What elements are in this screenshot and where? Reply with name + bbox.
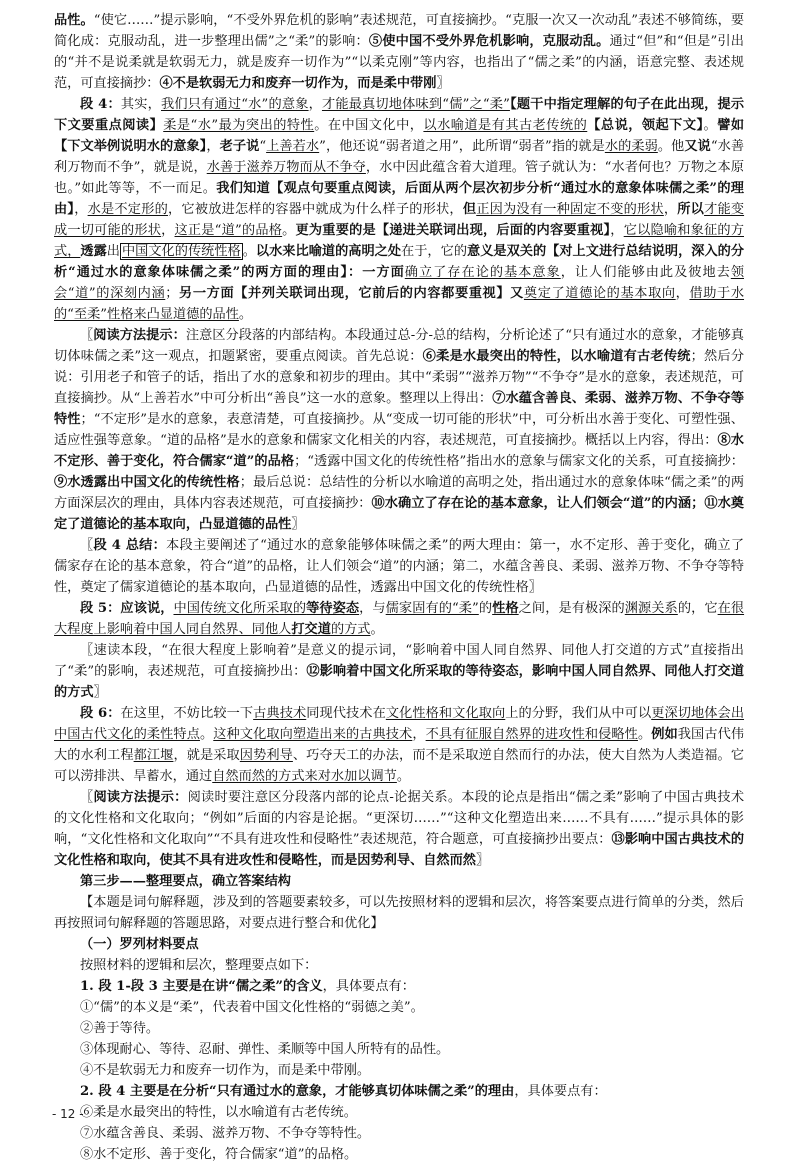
text-run: 。 <box>637 727 652 742</box>
boxed-text: 中国文化的传统性格 <box>121 244 241 259</box>
paragraph-label: 段 6： <box>80 706 121 721</box>
underlined-text: 都江堰 <box>133 748 174 763</box>
paragraph-label: 段 5：应该说， <box>80 601 174 616</box>
underlined-text: 性格 <box>492 601 519 616</box>
text-run: “ <box>259 139 267 154</box>
tip-label: 阅读方法提示： <box>93 790 188 805</box>
text-run: ，水中因此蕴含着大道理。管子就认为：“水者何也？万物之本原也。”如此等等，不一而足。 <box>54 160 745 196</box>
text-run: 的，它 <box>677 601 718 616</box>
list-item: ⑦水蕴含善良、柔弱、滋养万物、不争夺等特性。 <box>80 1126 371 1141</box>
text-run: ，与 <box>359 601 386 616</box>
paragraph-5 <box>54 598 744 640</box>
underlined-text: 儒家固有的“柔” <box>385 601 479 616</box>
page-content <box>54 10 744 1165</box>
text-run: 2. 段 4 主要是在分析“只有通过水的意象，才能够真切体味儒之柔”的理由 <box>80 1084 515 1099</box>
text-run: ，就是采取 <box>173 748 240 763</box>
list-heading <box>54 976 744 997</box>
list-item: ④不是软弱无力和废弃一切作为，而是柔中带刚。 <box>80 1063 371 1078</box>
text-run: 〖 <box>80 790 94 805</box>
underlined-text: 文化性格和文化取向 <box>385 706 506 721</box>
text-run: 出 <box>106 244 120 259</box>
annotation: 更为重要的是【递进关联词出现，后面的内容要重视】 <box>295 223 611 238</box>
text-run: ， <box>161 223 175 238</box>
reading-tip <box>54 787 744 871</box>
key-point: ⑤使中国不受外界危机影响，克服动乱。 <box>368 34 610 49</box>
underlined-text: 水善于滋养万物而从不争夺 <box>206 160 366 175</box>
text-run: 1. 段 1-段 3 主要是在讲“儒之柔”的含义 <box>80 979 323 994</box>
text-run: 。 <box>199 727 214 742</box>
text-run: 〗 <box>93 685 107 700</box>
step-heading: 第三步——整理要点，确立答案结构 <box>80 874 291 889</box>
paragraph: 【本题是词句解释题，涉及到的答题要素较多，可以先按照材料的逻辑和层次，将答案要点进行简单的分类，然后再按照词句解释题的答题思路，对要点进行整合和优化】 <box>54 895 744 931</box>
underlined-text: 水是不定形的 <box>87 202 169 217</box>
tip-label: 阅读方法提示： <box>93 328 186 343</box>
reading-tip <box>54 325 744 535</box>
underlined-text: 等待姿态 <box>306 601 360 616</box>
underlined-text: 渊源关系 <box>624 601 678 616</box>
text-run: 。 <box>370 622 384 637</box>
text-run: 透露 <box>80 244 107 259</box>
list-item: ③体现耐心、等待、忍耐、弹性、柔顺等中国人所特有的品性。 <box>80 1042 450 1057</box>
list-item: ②善于等待。 <box>80 1021 160 1036</box>
underlined-text: 正因为没有一种固定不变的形状 <box>476 202 664 217</box>
text-run: 〗 <box>476 853 490 868</box>
summary-label: 段 4 总结： <box>93 538 167 553</box>
underlined-text: 更深切地体会出中国古代文化的柔性特点 <box>54 706 745 742</box>
text-run: ；“不定形”是水的意象，表意清楚，可直接摘抄。从“变成一切可能的形状”中，可分析出水善于变化、可塑性强、适应性强等意象。“道的品格”是水的意象和儒家文化相关的内容，表述规范，可直接摘抄。概括以上内容，得出： <box>54 412 744 448</box>
text-run: 又 <box>510 286 524 301</box>
text-run: 。他 <box>657 139 685 154</box>
text-run: 。 <box>703 118 718 133</box>
text-run: 例如 <box>651 727 678 742</box>
text-run: 。 <box>396 769 411 784</box>
text-run: ， <box>610 223 624 238</box>
underlined-text: 水的柔弱 <box>604 139 658 154</box>
text-run: 阅读时要注意区分段落内部的论点-论据关系。本段的论点是指出“儒之柔”影响了中国古典技术的文化性格和文化取向；“例如”后面的内容是论据。“更深切……”“这种文化塑造出来……不具有……”提示具体的影响，“文化性格和文化取向”“不具有进攻性和侵略性”表述规范，符合题意，可直接摘抄出要点： <box>54 790 745 847</box>
text-run: 其实， <box>120 97 162 112</box>
text-run: ，它被放进怎样的容器中就成为什么样子的形状， <box>168 202 463 217</box>
annotation: 【题干中指定理解的句子在此出现，提示下文要重点阅读】 <box>54 97 745 133</box>
underlined-text: 这正是“道”的品格 <box>174 223 283 238</box>
annotation: 我们知道【观点句要重点阅读，后面从两个层次初步分析“通过水的意象体味儒之柔”的理由】 <box>54 181 744 217</box>
underlined-text: 这种文化取向塑造出来的古典技术 <box>213 727 413 742</box>
text-run: 以水来比喻道的高明之处 <box>255 244 402 259</box>
list-item: ⑧水不定形、善于变化，符合儒家“道”的品格。 <box>80 1147 358 1162</box>
underlined-text: 奠定了道德论的基本取向 <box>523 286 676 301</box>
text-run: ，具体要点有： <box>322 979 415 994</box>
text-run: “使它……”提示影响，“不受外界危机的影响”表述规范，可直接摘抄。“克服一次又一次动乱”表述不够简练，要简化成：克服动乱，进一步整理出儒”之“柔”的影响： <box>54 13 745 49</box>
text-run: 、巧夺天工的办法，而不是采取逆自然而行的办法，使大自然为人类造福。它可以涝排洪、旱蓄水，通过 <box>54 748 745 784</box>
key-point: ⑧水不定形、善于变化，符合儒家“道”的品格 <box>54 433 744 469</box>
key-point: ⑦水蕴含善良、柔弱、滋养万物、不争夺等特性 <box>54 391 745 427</box>
text-run: 在这里，不妨比较一下 <box>120 706 254 721</box>
text-run: 〖速读本段，“在很大程度上影响着”是意义的提示词，“影响着中国人同自然界、同他人打交道的方式”直接指出了“柔”的影响，表述规范，可直接摘抄出： <box>54 643 744 679</box>
underlined-text: 才能最真切地体味到“儒”之“柔” <box>321 97 510 112</box>
annotation: 【下文举例说明水的意象】 <box>54 139 207 154</box>
text-run: ； <box>165 286 179 301</box>
underlined-text: 柔是“水”最为突出的特性 <box>163 118 315 133</box>
underlined-text: 的方式 <box>330 622 371 637</box>
text-run: 注意区分段落的内部结构。本段通过总-分-总的结构，分析论述了“只有通过水的意象，才能够真切体味儒之柔”这一观点，扣题紧密，要重点阅读。首先总说： <box>54 328 744 364</box>
text-run: 又说 <box>684 139 711 154</box>
paragraph-4 <box>54 94 744 325</box>
text-run: 。 <box>242 244 256 259</box>
underlined-text: 我们只有通过“水”的意象 <box>161 97 309 112</box>
underlined-text: 借助于水的“至柔”性格来凸显道德的品性 <box>54 286 745 322</box>
text-run: ， <box>206 139 220 154</box>
text-run: ， <box>412 727 426 742</box>
text-run: 的 <box>478 601 493 616</box>
text-run: ， <box>675 286 690 301</box>
list-heading <box>54 1081 744 1102</box>
underlined-text: 以水喻道是有其古老传统的 <box>423 118 588 133</box>
underlined-text: 上善若水 <box>266 139 320 154</box>
paragraph <box>54 10 744 94</box>
paragraph-summary <box>54 535 744 598</box>
key-point: ⑬影响中国古典技术的文化性格和取向，使其不具有进攻性和侵略性，而是因势利导、自然而然 <box>54 832 745 868</box>
text-run: 但 <box>462 202 477 217</box>
text-run: ”，他还说“弱者道之用”，此所谓“弱者”指的就是 <box>319 139 605 154</box>
text-run: 之间，是有极深的 <box>518 601 625 616</box>
underlined-text: 在很大程度上影响着中国人同自然界、同他人 <box>54 601 745 637</box>
list-item: ①“儒”的本义是“柔”，代表着中国文化性格的“弱德之美”。 <box>80 1000 424 1015</box>
text-run: ，具体要点有： <box>514 1084 607 1099</box>
text-run: 品性。 <box>54 13 94 28</box>
text-run: ， <box>663 202 678 217</box>
text-run: 。在中国文化中， <box>314 118 424 133</box>
paragraph: 按照材料的逻辑和层次，整理要点如下： <box>80 958 318 973</box>
page-number: - 12 - <box>52 1107 84 1121</box>
underlined-text: 自然而然的方式来对水加以调节 <box>212 769 397 784</box>
text-run: ，让人们能够由此及彼地去 <box>560 265 731 280</box>
text-run: 老子说 <box>219 139 260 154</box>
text-run: 同现代技术在 <box>306 706 386 721</box>
text-run: 我国古代伟大的水利工程 <box>54 727 745 763</box>
text-run: 上的分野，我们从中可以 <box>505 706 652 721</box>
underlined-text: 确立了存在论的基本意象 <box>404 265 561 280</box>
text-run: ， <box>308 97 322 112</box>
paragraph-6 <box>54 703 744 787</box>
underlined-text: 才能变成一切可能的形状 <box>54 202 745 238</box>
key-point: ④不是软弱无力和废弃一切作为，而是柔中带刚 <box>159 76 437 91</box>
underlined-text: 中国传统文化所采取的 <box>173 601 307 616</box>
text-run: 〖 <box>80 538 94 553</box>
underlined-text: 因势利导 <box>239 748 293 763</box>
text-run: 所以 <box>677 202 705 217</box>
text-run: ；“透露中国文化的传统性格”指出水的意象与儒家文化的关系，可直接摘抄： <box>294 454 744 469</box>
text-run: 本段主要阐述了“通过水的意象能够体味儒之柔”的两大理由：第一，水不定形、善于变化，确立了儒家存在论的基本意象，符合“道”的品格，让人们领会“道”的内涵；第二，水蕴含善良、柔弱、滋养万物、不争夺等特性，奠定了儒家道德论的基本取向，凸显道德的品性，透露出中国文化的传统性格〗 <box>54 538 745 595</box>
text-run: 。 <box>282 223 296 238</box>
text-run: “水善利万物而不争”，就是说， <box>54 139 745 175</box>
text-run: ， <box>74 202 88 217</box>
annotation: 另一方面【并列关联词出现，它前后的内容都要重视】 <box>178 286 511 301</box>
key-point: ⑫影响着中国文化所采取的等待姿态，影响中国人同自然界、同他人打交道的方式 <box>54 664 745 700</box>
key-point: ⑩水确立了存在论的基本意象，让人们领会“道”的内涵；⑪水奠定了道德论的基本取向，凸显道德的品性 <box>54 496 744 532</box>
text-run: ；最后总说：总结性的分析以水喻道的高明之处，指出通过水的意象体味“儒之柔”的两方面深层次的理由，具体内容表述规范，可直接摘抄： <box>54 475 745 511</box>
text-run: 〗 <box>436 76 450 91</box>
annotation: 意义是双关的【对上文进行总结说明，深入的分析“通过水的意象体味儒之柔”的两方面的理由】：一方面 <box>54 244 745 280</box>
list-item: ⑥柔是水最突出的特性，以水喻道有古老传统。 <box>80 1105 357 1120</box>
text-run: 〗 <box>291 517 305 532</box>
text-run: 譬如 <box>717 118 745 133</box>
key-point: ⑨水透露出中国文化的传统性格 <box>54 475 240 490</box>
section-heading: （一）罗列材料要点 <box>80 937 199 952</box>
annotation: 【总说，领起下文】 <box>587 118 704 133</box>
text-run: ；然后分说：引用老子和管子的话，指出了水的意象和初步的理由。其中“柔弱”“滋养万物”“不争夺”是水的意象，表述规范，可直接摘抄。从“上善若水”中可分析出“善良”这一水的意象。整理以上得出： <box>54 349 745 406</box>
underlined-text: 打交道 <box>291 622 331 637</box>
key-point: ⑥柔是水最突出的特性，以水喻道有古老传统 <box>422 349 691 364</box>
text-run: 在于，它的 <box>401 244 468 259</box>
underlined-text: 不具有征服自然界的进攻性和侵略性 <box>425 727 638 742</box>
underlined-text: 领会“道”的深刻内涵 <box>54 265 744 301</box>
text-run: 〖 <box>80 328 94 343</box>
underlined-text: 它以隐喻和象征的方式， <box>54 223 744 259</box>
reading-tip <box>54 640 744 703</box>
underlined-text: 古典技术 <box>253 706 307 721</box>
paragraph-label: 段 4： <box>80 97 121 112</box>
text-run: 通过“但”和“但是”引出的“并不是说柔就是软弱无力，就是废弃一切作为”“以柔克刚”等内容，也指出了“儒之柔”的内涵，语意完整、表述规范，可直接摘抄： <box>54 34 744 91</box>
text-run: 。 <box>238 307 253 322</box>
